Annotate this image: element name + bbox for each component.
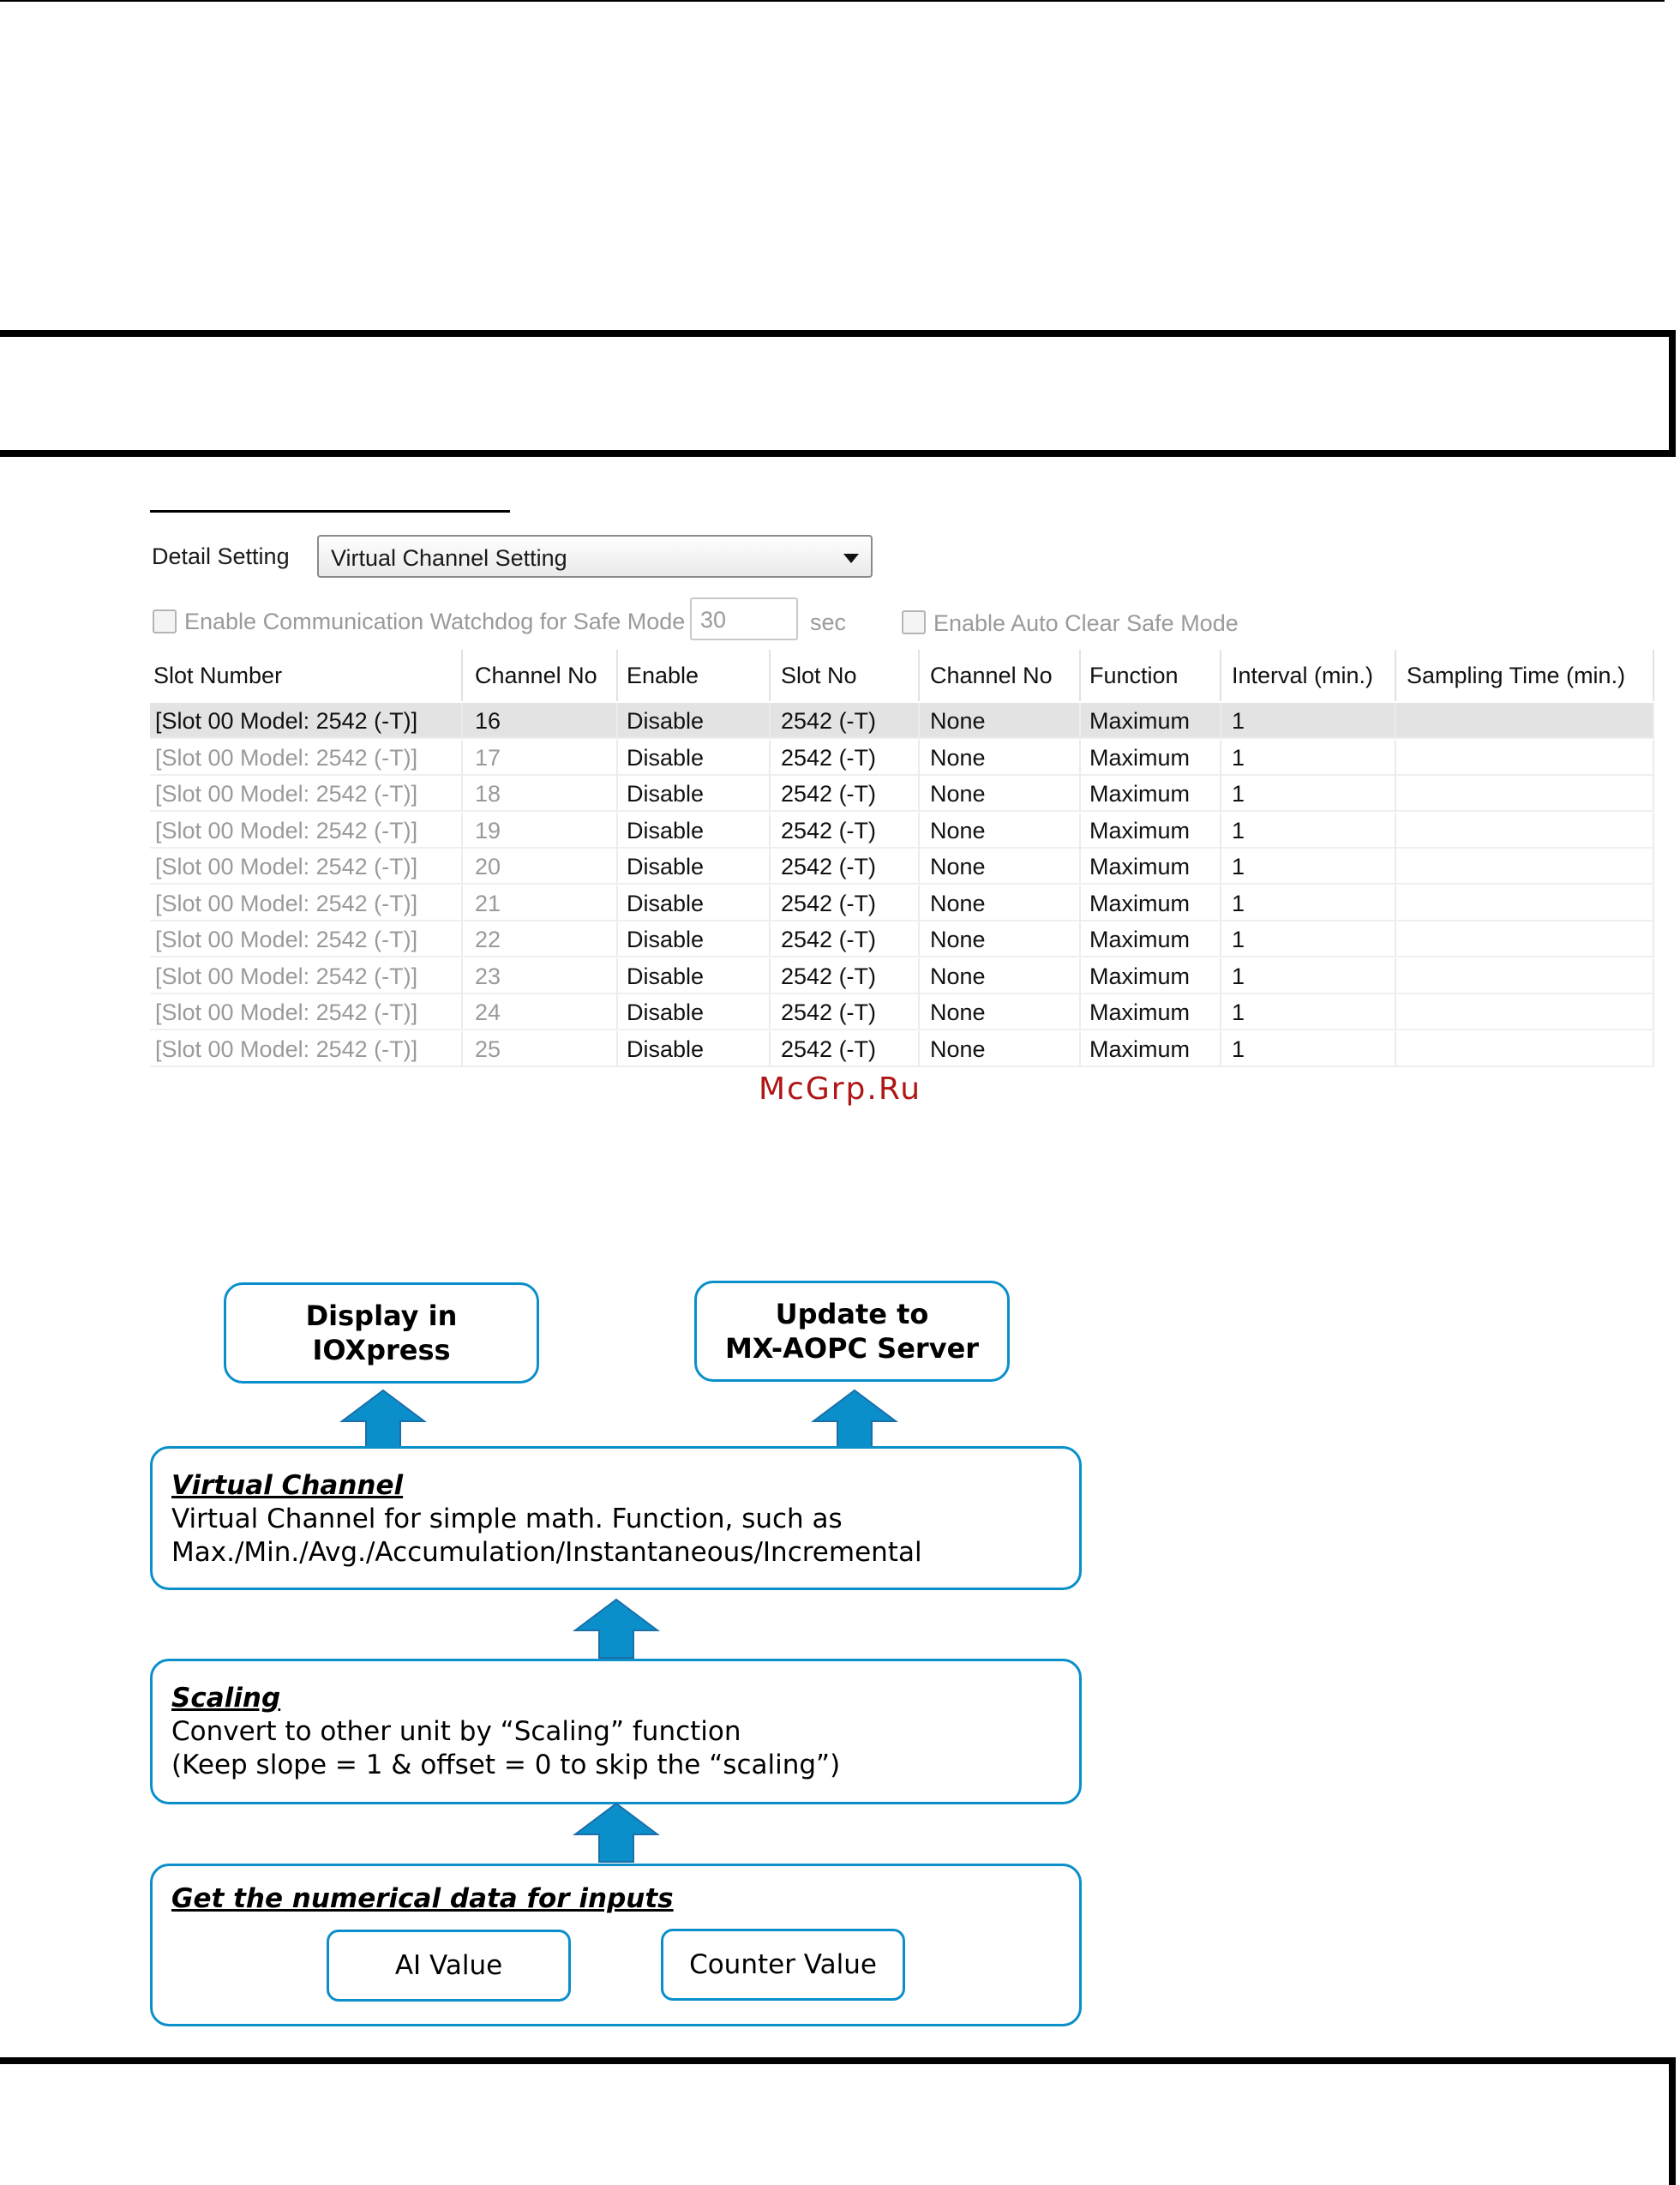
table-cell-slot-no[interactable]: 2542 (-T) bbox=[771, 921, 920, 957]
table-cell-interval[interactable]: 1 bbox=[1221, 921, 1396, 957]
table-cell-slot[interactable]: [Slot 00 Model: 2542 (-T)] bbox=[150, 921, 463, 957]
table-cell-function[interactable]: Maximum bbox=[1081, 813, 1221, 849]
table-cell-interval[interactable]: 1 bbox=[1221, 776, 1396, 812]
watchdog-timeout-input[interactable] bbox=[690, 597, 798, 640]
table-cell-sampling[interactable] bbox=[1396, 703, 1654, 739]
virtual-channel-box bbox=[150, 1446, 1082, 1590]
channel-table-header bbox=[150, 650, 1654, 701]
counter-value-box bbox=[661, 1929, 905, 2001]
table-row[interactable] bbox=[150, 885, 1654, 921]
table-cell-src-channel[interactable]: None bbox=[920, 994, 1081, 1030]
scaling-box bbox=[150, 1659, 1082, 1804]
input-data-box bbox=[150, 1864, 1082, 2026]
ai-value-label: AI Value bbox=[394, 1950, 503, 1981]
table-cell-function[interactable]: Maximum bbox=[1081, 885, 1221, 921]
table-cell-channel[interactable]: 18 bbox=[463, 776, 618, 812]
display-box-line: IOXpress bbox=[312, 1334, 451, 1366]
column-header[interactable]: Slot Number bbox=[150, 650, 463, 701]
column-header[interactable]: Slot No bbox=[771, 650, 920, 701]
detail-setting-value: Virtual Channel Setting bbox=[331, 545, 567, 571]
table-cell-slot-no[interactable]: 2542 (-T) bbox=[771, 703, 920, 739]
table-cell-src-channel[interactable]: None bbox=[920, 849, 1081, 885]
table-cell-slot-no[interactable]: 2542 (-T) bbox=[771, 1031, 920, 1067]
column-header[interactable]: Channel No bbox=[920, 650, 1081, 701]
column-header[interactable]: Sampling Time (min.) bbox=[1396, 650, 1654, 701]
table-cell-slot[interactable]: [Slot 00 Model: 2542 (-T)] bbox=[150, 813, 463, 849]
table-cell-channel[interactable]: 17 bbox=[463, 740, 618, 776]
virtual-channel-line: Virtual Channel for simple math. Function, such as bbox=[171, 1504, 843, 1534]
section-heading-frame bbox=[0, 2057, 1676, 2185]
table-cell-src-channel[interactable]: None bbox=[920, 958, 1081, 994]
table-cell-enable[interactable]: Disable bbox=[618, 813, 771, 849]
table-cell-slot[interactable]: [Slot 00 Model: 2542 (-T)] bbox=[150, 1031, 463, 1067]
table-cell-interval[interactable]: 1 bbox=[1221, 740, 1396, 776]
table-cell-src-channel[interactable]: None bbox=[920, 703, 1081, 739]
table-cell-enable[interactable]: Disable bbox=[618, 1031, 771, 1067]
watchdog-timeout-value: 30 bbox=[700, 607, 727, 633]
table-cell-enable[interactable]: Disable bbox=[618, 885, 771, 921]
heading-underline bbox=[150, 510, 510, 513]
table-row[interactable] bbox=[150, 1031, 1654, 1067]
table-cell-sampling[interactable] bbox=[1396, 740, 1654, 776]
table-cell-slot-no[interactable]: 2542 (-T) bbox=[771, 776, 920, 812]
watchdog-checkbox[interactable] bbox=[153, 609, 177, 633]
table-cell-slot-no[interactable]: 2542 (-T) bbox=[771, 994, 920, 1030]
table-cell-enable[interactable]: Disable bbox=[618, 740, 771, 776]
table-cell-sampling[interactable] bbox=[1396, 921, 1654, 957]
table-row[interactable] bbox=[150, 776, 1654, 812]
table-cell-interval[interactable]: 1 bbox=[1221, 958, 1396, 994]
table-row[interactable] bbox=[150, 849, 1654, 885]
table-row[interactable] bbox=[150, 958, 1654, 994]
table-cell-slot[interactable]: [Slot 00 Model: 2542 (-T)] bbox=[150, 740, 463, 776]
up-arrow-icon bbox=[572, 1802, 661, 1864]
detail-setting-select[interactable] bbox=[317, 535, 873, 578]
table-row[interactable] bbox=[150, 921, 1654, 957]
table-cell-slot[interactable]: [Slot 00 Model: 2542 (-T)] bbox=[150, 885, 463, 921]
table-cell-enable[interactable]: Disable bbox=[618, 958, 771, 994]
table-cell-sampling[interactable] bbox=[1396, 994, 1654, 1030]
table-cell-sampling[interactable] bbox=[1396, 885, 1654, 921]
table-cell-channel[interactable]: 19 bbox=[463, 813, 618, 849]
up-arrow-icon bbox=[572, 1598, 661, 1660]
scaling-line: Convert to other unit by “Scaling” function bbox=[171, 1716, 741, 1747]
table-cell-function[interactable]: Maximum bbox=[1081, 703, 1221, 739]
table-cell-src-channel[interactable]: None bbox=[920, 740, 1081, 776]
table-cell-src-channel[interactable]: None bbox=[920, 921, 1081, 957]
table-cell-slot-no[interactable]: 2542 (-T) bbox=[771, 740, 920, 776]
watermark-text: McGrp.Ru bbox=[758, 1071, 922, 1107]
table-cell-function[interactable]: Maximum bbox=[1081, 921, 1221, 957]
table-cell-channel[interactable]: 22 bbox=[463, 921, 618, 957]
table-cell-slot[interactable]: [Slot 00 Model: 2542 (-T)] bbox=[150, 849, 463, 885]
counter-value-label: Counter Value bbox=[689, 1949, 877, 1980]
ai-value-box bbox=[327, 1930, 571, 2002]
scaling-line: (Keep slope = 1 & offset = 0 to skip the “scaling”) bbox=[171, 1750, 841, 1780]
table-cell-function[interactable]: Maximum bbox=[1081, 958, 1221, 994]
top-rule bbox=[0, 0, 1665, 2]
table-cell-enable[interactable]: Disable bbox=[618, 703, 771, 739]
detail-setting-label: Detail Setting bbox=[152, 543, 290, 569]
watchdog-unit: sec bbox=[810, 609, 847, 635]
virtual-channel-line: Max./Min./Avg./Accumulation/Instantaneous/Incremental bbox=[171, 1537, 922, 1568]
table-row[interactable] bbox=[150, 813, 1654, 849]
display-box-line: Display in bbox=[305, 1300, 458, 1332]
table-cell-interval[interactable]: 1 bbox=[1221, 994, 1396, 1030]
table-cell-interval[interactable]: 1 bbox=[1221, 849, 1396, 885]
table-cell-enable[interactable]: Disable bbox=[618, 849, 771, 885]
table-cell-slot[interactable]: [Slot 00 Model: 2542 (-T)] bbox=[150, 703, 463, 739]
update-server-box bbox=[694, 1281, 1010, 1382]
table-cell-channel[interactable]: 20 bbox=[463, 849, 618, 885]
table-cell-slot-no[interactable]: 2542 (-T) bbox=[771, 849, 920, 885]
table-cell-channel[interactable]: 24 bbox=[463, 994, 618, 1030]
table-cell-slot-no[interactable]: 2542 (-T) bbox=[771, 958, 920, 994]
table-cell-src-channel[interactable]: None bbox=[920, 813, 1081, 849]
table-cell-function[interactable]: Maximum bbox=[1081, 776, 1221, 812]
scaling-title: Scaling bbox=[171, 1683, 281, 1714]
table-cell-sampling[interactable] bbox=[1396, 849, 1654, 885]
section-heading-frame bbox=[0, 330, 1676, 457]
table-cell-interval[interactable]: 1 bbox=[1221, 703, 1396, 739]
table-cell-enable[interactable]: Disable bbox=[618, 921, 771, 957]
up-arrow-icon bbox=[339, 1389, 428, 1450]
table-cell-channel[interactable]: 23 bbox=[463, 958, 618, 994]
virtual-channel-title: Virtual Channel bbox=[171, 1470, 404, 1501]
table-cell-interval[interactable]: 1 bbox=[1221, 885, 1396, 921]
table-cell-channel[interactable]: 16 bbox=[463, 703, 618, 739]
table-cell-enable[interactable]: Disable bbox=[618, 776, 771, 812]
watchdog-label: Enable Communication Watchdog for Safe Mode bbox=[184, 609, 686, 634]
table-cell-sampling[interactable] bbox=[1396, 958, 1654, 994]
column-header[interactable]: Enable bbox=[618, 650, 771, 701]
table-cell-channel[interactable]: 21 bbox=[463, 885, 618, 921]
table-cell-slot-no[interactable]: 2542 (-T) bbox=[771, 813, 920, 849]
update-box-line: Update to bbox=[775, 1298, 929, 1330]
table-cell-slot[interactable]: [Slot 00 Model: 2542 (-T)] bbox=[150, 958, 463, 994]
table-cell-src-channel[interactable]: None bbox=[920, 776, 1081, 812]
table-cell-function[interactable]: Maximum bbox=[1081, 740, 1221, 776]
table-cell-slot[interactable]: [Slot 00 Model: 2542 (-T)] bbox=[150, 994, 463, 1030]
table-cell-slot-no[interactable]: 2542 (-T) bbox=[771, 885, 920, 921]
table-row[interactable] bbox=[150, 703, 1654, 739]
dropdown-arrow-icon[interactable] bbox=[843, 554, 859, 563]
update-box-line: MX-AOPC Server bbox=[724, 1332, 980, 1365]
auto-clear-checkbox[interactable] bbox=[902, 610, 926, 634]
table-cell-sampling[interactable] bbox=[1396, 813, 1654, 849]
up-arrow-icon bbox=[810, 1389, 899, 1450]
column-header[interactable]: Interval (min.) bbox=[1221, 650, 1396, 701]
table-cell-sampling[interactable] bbox=[1396, 776, 1654, 812]
table-cell-enable[interactable]: Disable bbox=[618, 994, 771, 1030]
column-header[interactable]: Function bbox=[1081, 650, 1221, 701]
column-header[interactable]: Channel No bbox=[463, 650, 618, 701]
table-row[interactable] bbox=[150, 994, 1654, 1030]
table-cell-function[interactable]: Maximum bbox=[1081, 849, 1221, 885]
table-cell-src-channel[interactable]: None bbox=[920, 885, 1081, 921]
table-cell-interval[interactable]: 1 bbox=[1221, 813, 1396, 849]
input-data-title: Get the numerical data for inputs bbox=[171, 1883, 674, 1914]
auto-clear-label: Enable Auto Clear Safe Mode bbox=[933, 610, 1239, 636]
table-cell-function[interactable]: Maximum bbox=[1081, 1031, 1221, 1067]
table-cell-src-channel[interactable]: None bbox=[920, 1031, 1081, 1067]
table-cell-slot[interactable]: [Slot 00 Model: 2542 (-T)] bbox=[150, 776, 463, 812]
table-cell-channel[interactable]: 25 bbox=[463, 1031, 618, 1067]
table-row[interactable] bbox=[150, 740, 1654, 776]
display-ioxpress-box bbox=[224, 1282, 539, 1384]
table-cell-interval[interactable]: 1 bbox=[1221, 1031, 1396, 1067]
table-cell-sampling[interactable] bbox=[1396, 1031, 1654, 1067]
table-cell-function[interactable]: Maximum bbox=[1081, 994, 1221, 1030]
